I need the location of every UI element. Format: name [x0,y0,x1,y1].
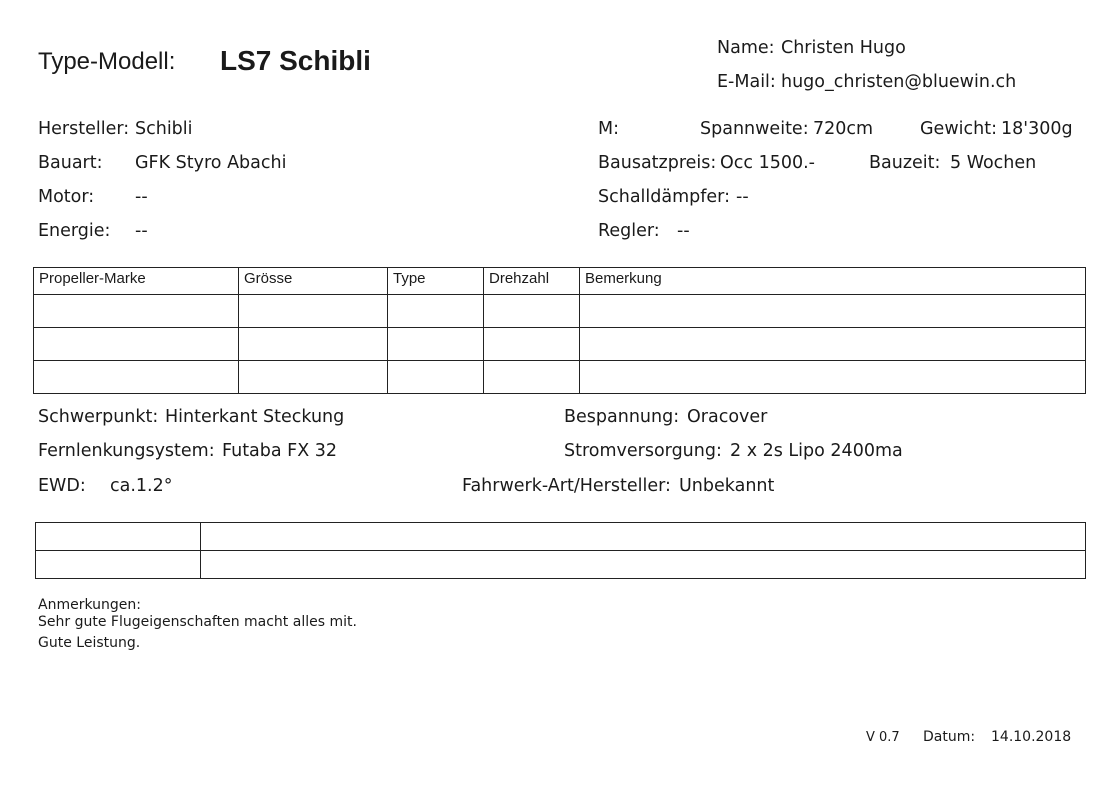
version-label: V 0.7 [866,730,900,745]
fahrwerk-value: Unbekannt [679,476,775,496]
table-cell[interactable] [34,295,239,328]
bausatzpreis-label: Bausatzpreis: [598,153,717,173]
hersteller-value: Schibli [135,119,193,139]
schwerpunkt-label: Schwerpunkt: [38,407,159,427]
gewicht-value: 18'300g [1001,119,1073,139]
motor-label: Motor: [38,187,95,207]
schalldaempfer-label: Schalldämpfer: [598,187,730,207]
table-cell[interactable] [36,551,201,579]
name-value: Christen Hugo [781,38,906,58]
energie-label: Energie: [38,221,111,241]
propeller-table [33,267,1086,394]
table-cell[interactable] [484,361,580,394]
email-value: hugo_christen@bluewin.ch [781,72,1017,92]
bespannung-value: Oracover [687,407,768,427]
table-cell[interactable] [34,361,239,394]
bauart-label: Bauart: [38,153,103,173]
email-label: E-Mail: [717,72,776,92]
bespannung-label: Bespannung: [564,407,680,427]
table-cell[interactable] [484,328,580,361]
table-cell[interactable] [201,523,1086,551]
type-model-label: Type-Modell: [38,48,176,75]
schalldaempfer-value: -- [736,187,749,207]
extra-table [35,522,1086,579]
m-label: M: [598,119,619,139]
fernlenkung-value: Futaba FX 32 [222,441,338,461]
table-cell[interactable] [580,295,1086,328]
table-cell[interactable] [388,295,484,328]
name-label: Name: [717,38,775,58]
spannweite-value: 720cm [813,119,874,139]
notes-label: Anmerkungen: [38,597,141,613]
bausatzpreis-value: Occ 1500.- [720,153,815,173]
table-cell[interactable] [239,361,388,394]
bauzeit-value: 5 Wochen [950,153,1037,173]
hersteller-label: Hersteller: [38,119,130,139]
regler-label: Regler: [598,221,660,241]
table-row [34,328,1086,361]
header-drehzahl: Drehzahl [484,268,580,295]
ewd-label: EWD: [38,476,86,496]
notes-line-2: Gute Leistung. [38,635,141,651]
motor-value: -- [135,187,148,207]
energie-value: -- [135,221,148,241]
header-propeller-marke: Propeller-Marke [34,268,239,295]
table-row [34,295,1086,328]
schwerpunkt-value: Hinterkant Steckung [165,407,345,427]
bauzeit-label: Bauzeit: [869,153,941,173]
notes-line-1: Sehr gute Flugeigenschaften macht alles mit. [38,614,357,630]
propeller-table-header-row [34,268,1086,295]
table-row [34,361,1086,394]
table-row [36,523,1086,551]
header-bemerkung: Bemerkung [580,268,1086,295]
header-groesse: Grösse [239,268,388,295]
gewicht-label: Gewicht: [920,119,997,139]
table-row [36,551,1086,579]
spannweite-label: Spannweite: [700,119,809,139]
datum-label: Datum: [923,729,976,745]
table-cell[interactable] [580,361,1086,394]
table-cell[interactable] [580,328,1086,361]
datum-value: 14.10.2018 [991,729,1072,745]
table-cell[interactable] [239,295,388,328]
table-cell[interactable] [388,328,484,361]
fahrwerk-label: Fahrwerk-Art/Hersteller: [462,476,671,496]
regler-value: -- [677,221,690,241]
stromversorgung-label: Stromversorgung: [564,441,722,461]
fernlenkung-label: Fernlenkungsystem: [38,441,215,461]
table-cell[interactable] [239,328,388,361]
table-cell[interactable] [34,328,239,361]
ewd-value: ca.1.2° [110,476,173,496]
type-model-value: LS7 Schibli [220,45,371,76]
table-cell[interactable] [484,295,580,328]
table-cell[interactable] [201,551,1086,579]
table-cell[interactable] [36,523,201,551]
stromversorgung-value: 2 x 2s Lipo 2400ma [730,441,903,461]
table-cell[interactable] [388,361,484,394]
header-type: Type [388,268,484,295]
bauart-value: GFK Styro Abachi [135,153,287,173]
